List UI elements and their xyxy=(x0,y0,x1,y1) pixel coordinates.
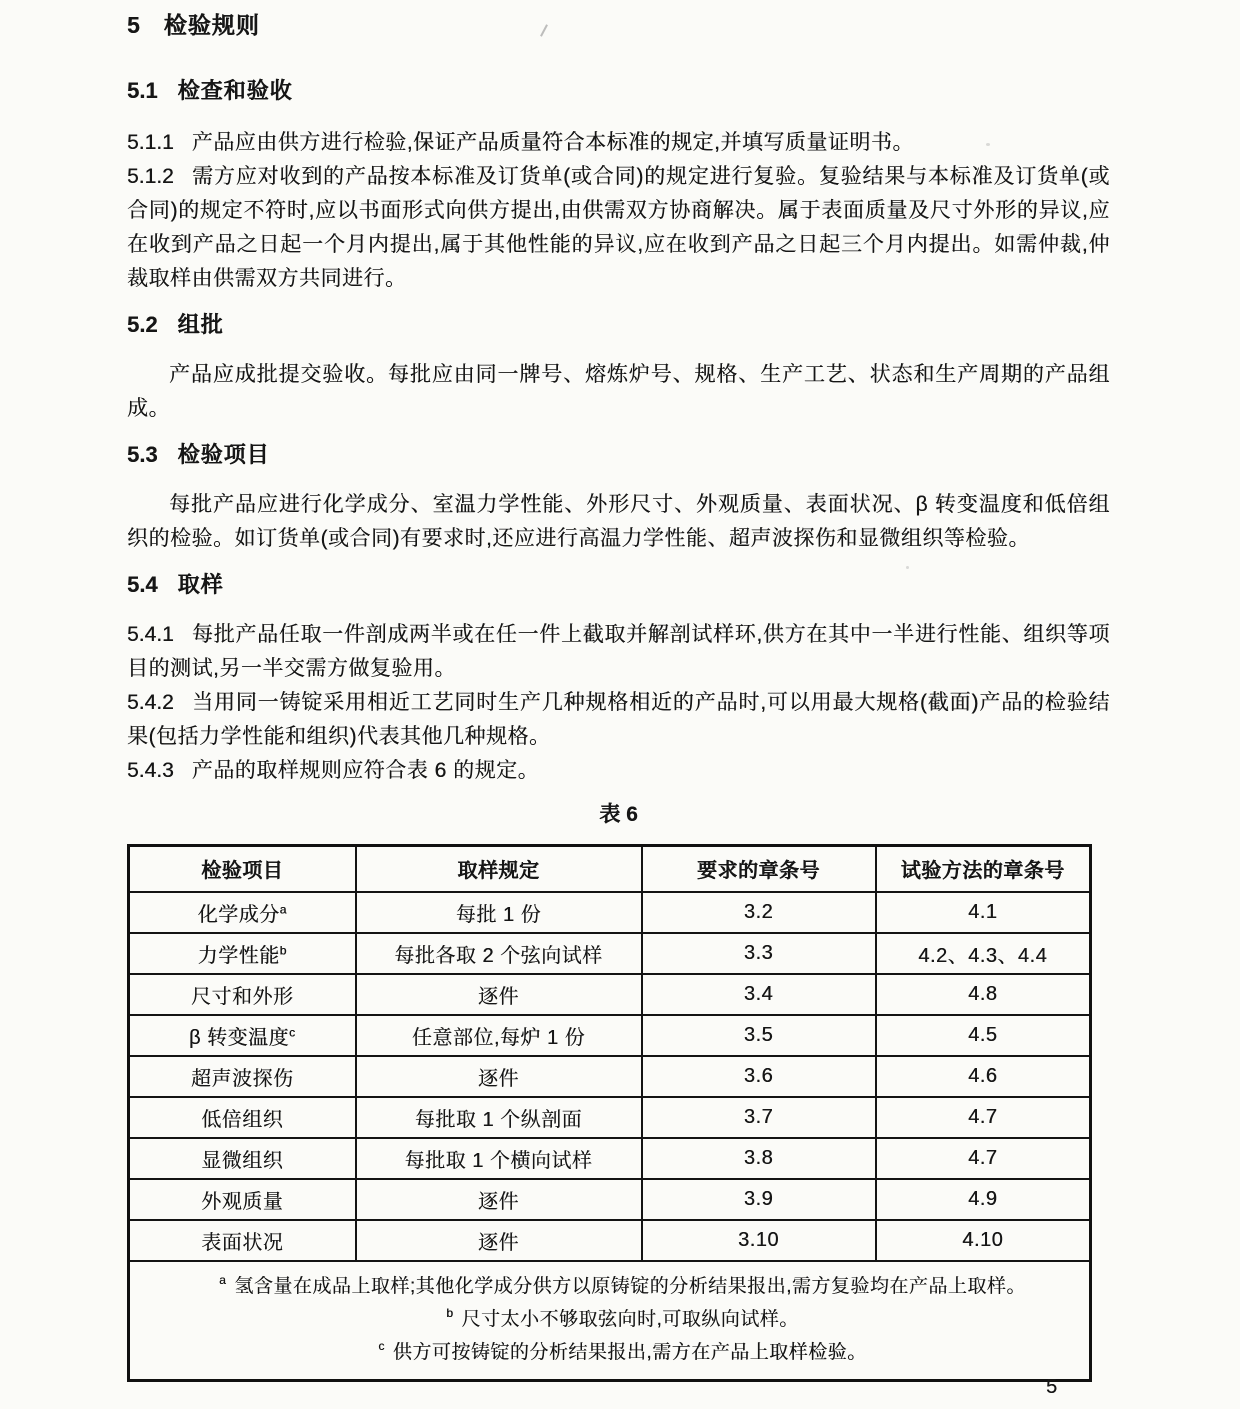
clause-5-1-2 xyxy=(127,160,1110,296)
page-number: 5 xyxy=(1046,1376,1058,1398)
section-title: 检查和验收 xyxy=(177,78,293,103)
footnote-text: 氢含量在成品上取样;其他化学成分供方以原铸锭的分析结果报出,需方复验均在产品上取样。 xyxy=(234,1275,1026,1297)
column-header-clause: 要求的章条号 xyxy=(642,846,876,892)
section-title: 取样 xyxy=(177,572,224,597)
column-header-item: 检验项目 xyxy=(129,846,356,892)
footnote-text: 供方可按铸锭的分析结果报出,需方在产品上取样检验。 xyxy=(392,1341,867,1363)
table-row xyxy=(129,1097,1091,1138)
requirement-clause: 3.10 xyxy=(642,1220,876,1261)
clause-5-4-3 xyxy=(127,754,1110,788)
inspection-item: 化学成分 xyxy=(197,903,280,926)
inspection-item: β 转变温度 xyxy=(188,1026,290,1049)
clause-text: 当用同一铸锭采用相近工艺同时生产几种规格相近的产品时,可以用最大规格(截面)产品的检验结果(包括力学性能和组织)代表其他几种规格。 xyxy=(127,691,1110,748)
test-method-clause: 4.7 xyxy=(876,1138,1091,1179)
requirement-clause: 3.4 xyxy=(642,974,876,1015)
footnote-marker: c xyxy=(378,1339,385,1354)
clause-5-4-1 xyxy=(127,618,1110,686)
footnote-marker: b xyxy=(446,1306,454,1321)
clause-text: 产品应由供方进行检验,保证产品质量符合本标准的规定,并填写质量证明书。 xyxy=(191,131,914,154)
footnote-marker: a xyxy=(219,1273,227,1288)
clause-text: 需方应对收到的产品按本标准及订货单(或合同)的规定进行复验。复验结果与本标准及订货单(或合同)的规定不符时,应以书面形式向供方提出,由供需双方协商解决。属于表面质量及尺寸外形的异议,应在收到产品之日起一个月内提出,属于其他性能的异议,应在收到产品之日起三个月内提出。如需仲裁,仲裁取样由供需双方共同进行。 xyxy=(127,165,1110,290)
sampling-rule: 逐件 xyxy=(356,1179,642,1220)
table-footnotes-row xyxy=(129,1261,1091,1381)
clause-number: 5.4.1 xyxy=(127,623,174,646)
test-method-clause: 4.5 xyxy=(876,1015,1091,1056)
section-number: 5.1 xyxy=(127,78,158,103)
column-header-rule: 取样规定 xyxy=(356,846,642,892)
test-method-clause: 4.6 xyxy=(876,1056,1091,1097)
footnote-ref: c xyxy=(289,1024,296,1039)
table-caption: 表 6 xyxy=(599,803,638,826)
clause-5-4-2 xyxy=(127,686,1110,754)
test-method-clause: 4.8 xyxy=(876,974,1091,1015)
column-header-method: 试验方法的章条号 xyxy=(876,846,1091,892)
table-row xyxy=(129,933,1091,974)
sampling-rule: 逐件 xyxy=(356,1220,642,1261)
clause-5-3-body: 每批产品应进行化学成分、室温力学性能、外形尺寸、外观质量、表面状况、β 转变温度和低倍组织的检验。如订货单(或合同)有要求时,还应进行高温力学性能、超声波探伤和显微组织等检验。 xyxy=(127,493,1110,550)
sampling-rule: 每批 1 份 xyxy=(356,892,642,933)
sampling-rule: 每批取 1 个纵剖面 xyxy=(356,1097,642,1138)
sampling-rule: 每批取 1 个横向试样 xyxy=(356,1138,642,1179)
test-method-clause: 4.10 xyxy=(876,1220,1091,1261)
test-method-clause: 4.2、4.3、4.4 xyxy=(876,933,1091,974)
requirement-clause: 3.2 xyxy=(642,892,876,933)
table-row xyxy=(129,1138,1091,1179)
inspection-item: 力学性能 xyxy=(197,944,280,967)
clause-5-2-body: 产品应成批提交验收。每批应由同一牌号、熔炼炉号、规格、生产工艺、状态和生产周期的产品组成。 xyxy=(127,363,1110,420)
table-header-row xyxy=(129,846,1091,892)
scan-artifact xyxy=(906,566,909,569)
sampling-rules-table xyxy=(127,844,1092,1382)
section-title: 检验项目 xyxy=(177,442,270,467)
table-row xyxy=(129,1179,1091,1220)
footnote-ref: a xyxy=(279,901,287,916)
table-footnote xyxy=(174,1270,1071,1303)
clause-number: 5.1.2 xyxy=(127,165,174,188)
requirement-clause: 3.6 xyxy=(642,1056,876,1097)
clause-5-1-1 xyxy=(127,126,1110,160)
requirement-clause: 3.5 xyxy=(642,1015,876,1056)
clause-text: 每批产品任取一件剖成两半或在任一件上截取并解剖试样环,供方在其中一半进行性能、组织等项目的测试,另一半交需方做复验用。 xyxy=(127,623,1110,680)
section-number: 5.2 xyxy=(127,312,158,337)
clause-number: 5.1.1 xyxy=(127,131,174,154)
section-heading-5-4 xyxy=(127,572,1110,598)
footnote-text: 尺寸太小不够取弦向时,可取纵向试样。 xyxy=(461,1308,799,1330)
clause-number: 5.4.2 xyxy=(127,691,174,714)
inspection-item: 表面状况 xyxy=(201,1231,284,1254)
table-footnote xyxy=(174,1336,1071,1369)
section-number: 5.4 xyxy=(127,572,158,597)
table-row xyxy=(129,892,1091,933)
table-row xyxy=(129,1015,1091,1056)
requirement-clause: 3.3 xyxy=(642,933,876,974)
table-row xyxy=(129,1056,1091,1097)
section-title: 检验规则 xyxy=(163,12,260,38)
section-title: 组批 xyxy=(177,312,224,337)
section-heading-5 xyxy=(127,12,1110,38)
requirement-clause: 3.8 xyxy=(642,1138,876,1179)
table-row xyxy=(129,974,1091,1015)
sampling-rule: 逐件 xyxy=(356,1056,642,1097)
section-heading-5-1 xyxy=(127,78,1110,104)
inspection-item: 显微组织 xyxy=(201,1149,284,1172)
section-heading-5-2 xyxy=(127,312,1110,338)
test-method-clause: 4.1 xyxy=(876,892,1091,933)
inspection-item: 超声波探伤 xyxy=(191,1067,294,1090)
requirement-clause: 3.7 xyxy=(642,1097,876,1138)
clause-text: 产品的取样规则应符合表 6 的规定。 xyxy=(191,759,540,782)
inspection-item: 低倍组织 xyxy=(201,1108,284,1131)
section-number: 5.3 xyxy=(127,442,158,467)
table-row xyxy=(129,1220,1091,1261)
clause-number: 5.4.3 xyxy=(127,759,174,782)
test-method-clause: 4.9 xyxy=(876,1179,1091,1220)
section-number: 5 xyxy=(127,12,140,38)
inspection-item: 尺寸和外形 xyxy=(191,985,294,1008)
test-method-clause: 4.7 xyxy=(876,1097,1091,1138)
inspection-item: 外观质量 xyxy=(201,1190,284,1213)
section-heading-5-3 xyxy=(127,442,1110,468)
sampling-rule: 任意部位,每炉 1 份 xyxy=(356,1015,642,1056)
sampling-rule: 每批各取 2 个弦向试样 xyxy=(356,933,642,974)
table-footnote xyxy=(174,1303,1071,1336)
footnote-ref: b xyxy=(279,942,287,957)
requirement-clause: 3.9 xyxy=(642,1179,876,1220)
sampling-rule: 逐件 xyxy=(356,974,642,1015)
